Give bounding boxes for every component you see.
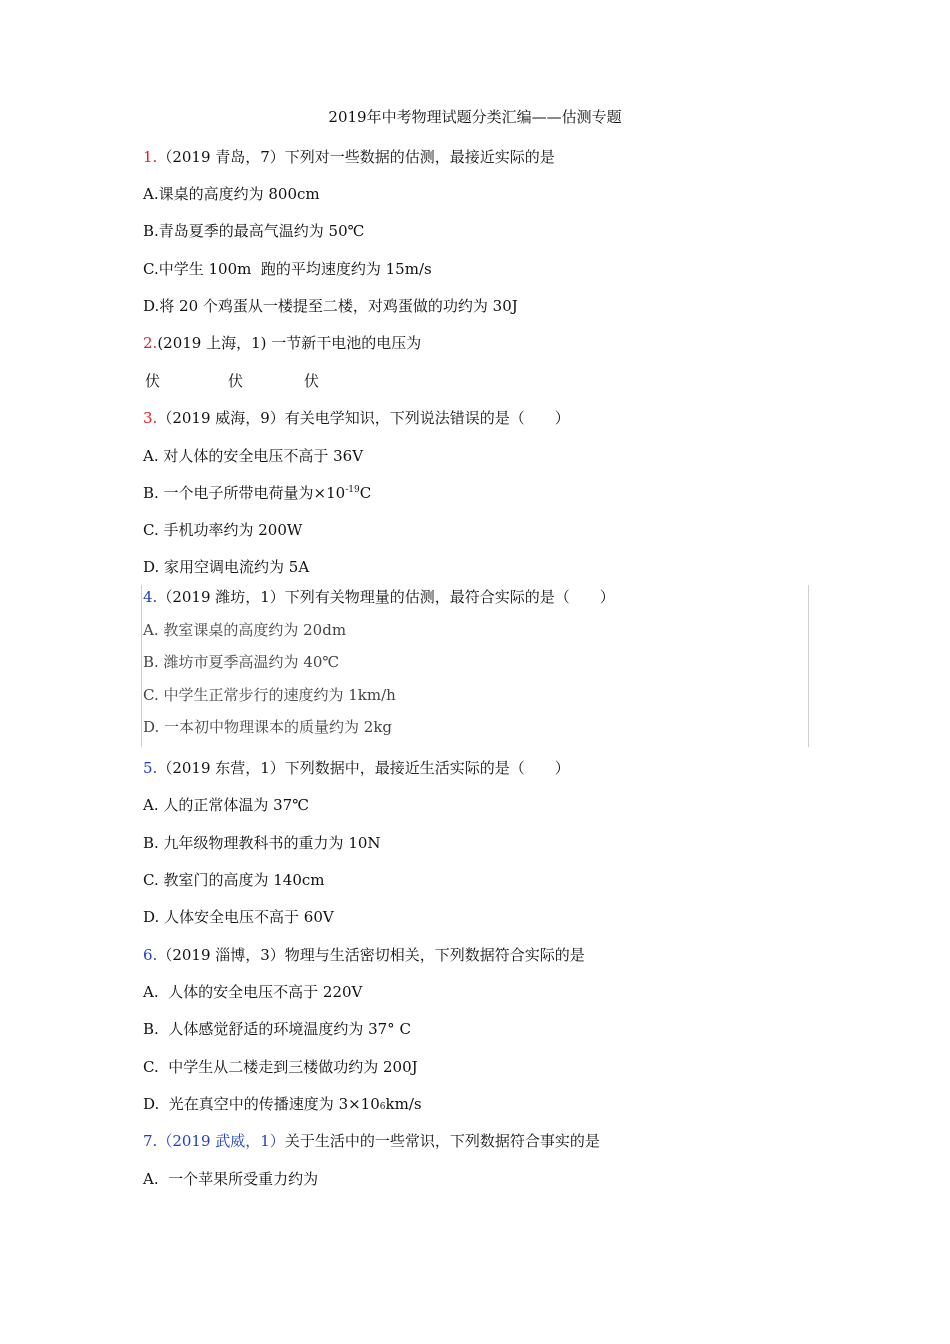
question-1 <box>143 147 555 167</box>
option-c: C. 手机功率约为 200W <box>143 521 303 539</box>
option-a: A. 对人体的安全电压不高于 36V <box>143 447 364 465</box>
question-5 <box>143 758 570 778</box>
option-b <box>143 483 371 503</box>
question-stem: （2019 淄博，3）物理与生活密切相关，下列数据符合实际的是 <box>157 946 585 964</box>
question-stem: （2019 东营，1）下列数据中，最接近生活实际的是（ ） <box>157 759 570 777</box>
question-7 <box>143 1131 600 1151</box>
option-c: C. 中学生正常步行的速度约为 1km/h <box>143 686 396 704</box>
option-b: B. 人体感觉舒适的环境温度约为 37° C <box>143 1020 411 1038</box>
option-d: D.将 20 个鸡蛋从一楼提至二楼，对鸡蛋做的功约为 30J <box>143 297 518 315</box>
option-d: D. 一本初中物理课本的质量约为 2kg <box>143 718 393 736</box>
question-stem: （2019 潍坊，1）下列有关物理量的估测，最符合实际的是（ ） <box>157 588 615 606</box>
question-stem: (2019 上海，1) 一节新干电池的电压为 <box>157 334 422 352</box>
option-c: C. 教室门的高度为 140cm <box>143 871 325 889</box>
option-text: D. 光在真空中的传播速度为 3×10 <box>143 1095 380 1113</box>
option-a: A. 人体的安全电压不高于 220V <box>143 983 363 1001</box>
question-4 <box>143 587 615 607</box>
option-c: C.中学生 100m 跑的平均速度约为 15m/s <box>143 260 432 278</box>
question-number: 2. <box>143 334 158 352</box>
question-number: 3. <box>143 409 158 427</box>
question-stem: （2019 青岛，7）下列对一些数据的估测，最接近实际的是 <box>157 148 555 166</box>
question-3 <box>143 408 570 428</box>
option-d: D. 家用空调电流约为 5A <box>143 558 310 576</box>
option-d: D. 人体安全电压不高于 60V <box>143 908 334 926</box>
exponent: 6 <box>379 1102 386 1112</box>
question-number: 1. <box>143 148 158 166</box>
option-2: 伏 <box>228 372 244 390</box>
question-number: 7. <box>143 1132 158 1150</box>
box-left-border <box>141 585 142 747</box>
option-c: C. 中学生从二楼走到三楼做功约为 200J <box>143 1058 418 1076</box>
option-a: A. 一个苹果所受重力约为 <box>143 1170 319 1188</box>
page-title: 2019年中考物理试题分类汇编——估测专题 <box>328 108 622 126</box>
option-b: B. 九年级物理教科书的重力为 10N <box>143 834 381 852</box>
option-unit: C <box>359 484 372 502</box>
option-unit: km/s <box>385 1095 422 1113</box>
question-source: （2019 武威，1） <box>157 1132 285 1150</box>
question-number: 5. <box>143 759 158 777</box>
question-number: 6. <box>143 946 158 964</box>
option-a: A.课桌的高度约为 800cm <box>143 185 320 203</box>
question-stem: （2019 威海，9）有关电学知识，下列说法错误的是（ ） <box>157 409 570 427</box>
option-b: B. 潍坊市夏季高温约为 40℃ <box>143 653 340 671</box>
option-text: B. 一个电子所带电荷量为×10 <box>143 484 346 502</box>
question-6 <box>143 945 585 965</box>
option-a: A. 人的正常体温为 37℃ <box>143 796 310 814</box>
option-a: A. 教室课桌的高度约为 20dm <box>143 621 347 639</box>
option-b: B.青岛夏季的最高气温约为 50℃ <box>143 222 365 240</box>
option-3: 伏 <box>304 372 320 390</box>
exponent: -19 <box>345 485 360 495</box>
question-number: 4. <box>143 588 158 606</box>
option-d <box>143 1094 422 1117</box>
question-2 <box>143 333 421 353</box>
option-1: 伏 <box>145 372 161 390</box>
question-stem: 关于生活中的一些常识，下列数据符合事实的是 <box>284 1132 600 1150</box>
box-right-border <box>808 585 809 747</box>
